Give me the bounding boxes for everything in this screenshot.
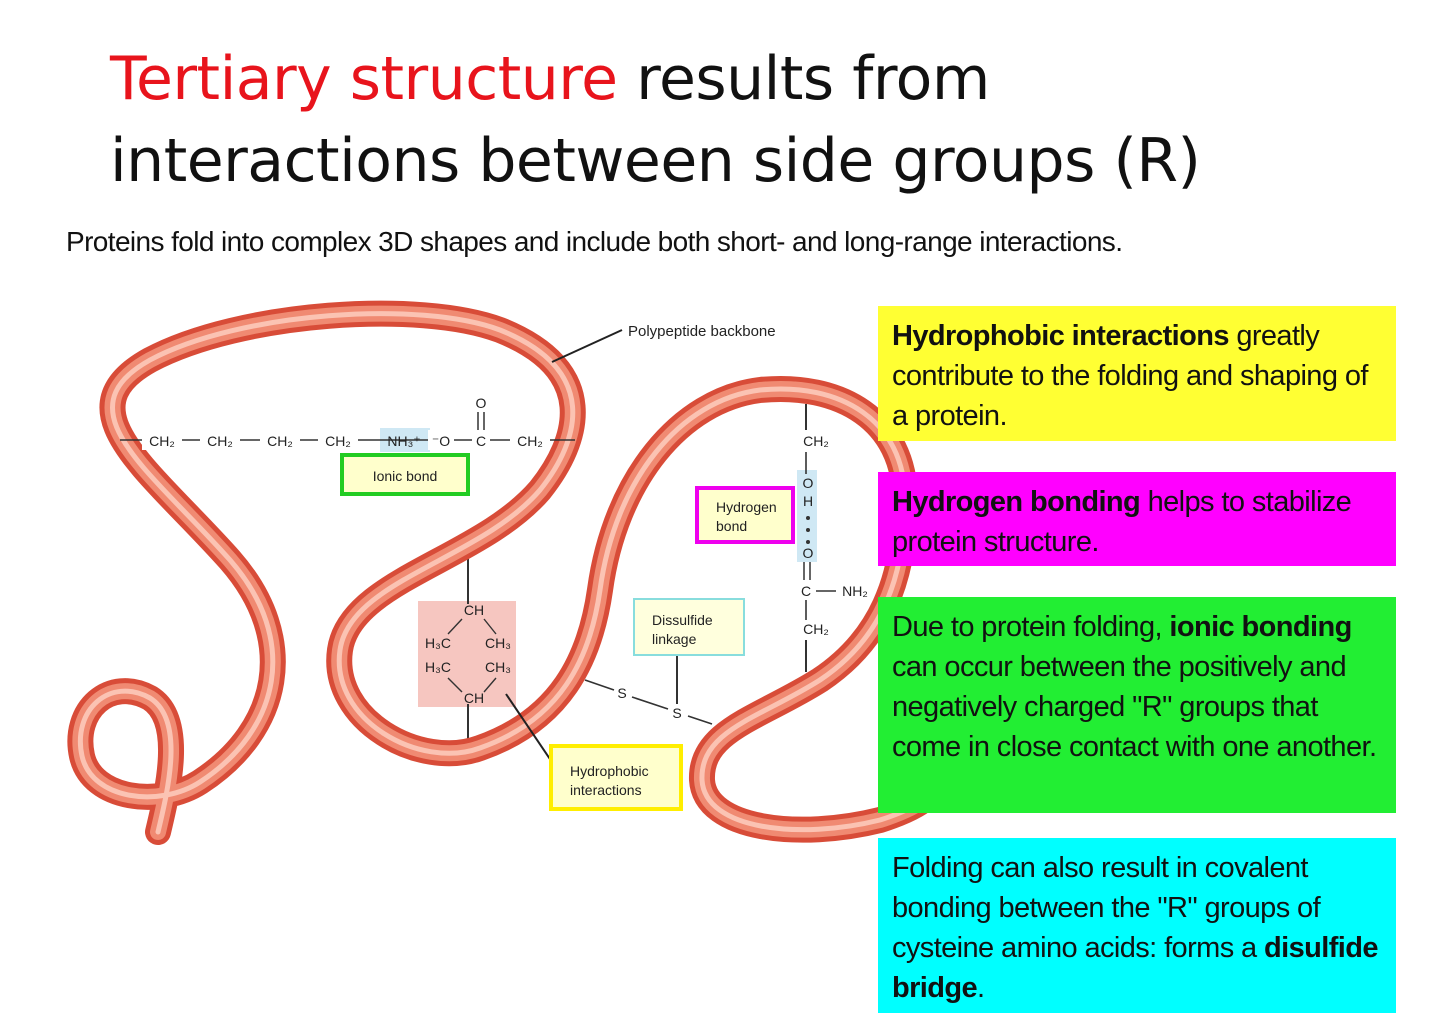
h-chain-ch2-top: CH₂ <box>803 433 829 449</box>
hydrophobic-label-1: Hydrophobic <box>570 763 649 779</box>
callout-hydrophobic-text: greatly contribute to the folding and shaping of a protein. <box>892 320 1368 432</box>
h-chain-o1: O <box>802 475 814 491</box>
h-chain-nh2: NH₂ <box>842 583 868 599</box>
hydrophobic-label-2: interactions <box>570 782 642 798</box>
ionic-bond-label: Ionic bond <box>372 468 438 484</box>
chain-ch2-2: CH₂ <box>207 433 233 449</box>
hp-ch3-2: CH₃ <box>485 659 511 675</box>
chain-c: C <box>475 433 487 449</box>
callout-disulfide <box>878 838 1396 1013</box>
slide-subtitle: Proteins fold into complex 3D shapes and include both short- and long-range interactions. <box>66 226 1123 257</box>
sulfur-1: S <box>617 685 627 701</box>
callout-hydrophobic <box>878 306 1396 441</box>
hp-ch3-1: CH₃ <box>485 635 511 651</box>
h-chain-o2: O <box>802 545 814 561</box>
disulfide-bond-3 <box>688 716 712 724</box>
hp-h3c-2: H₃C <box>425 659 451 675</box>
polypeptide-backbone <box>80 314 926 832</box>
carbonyl-o: O <box>475 395 487 411</box>
chain-nh3: NH₃⁺ <box>387 433 421 449</box>
callout-ionic-text: can occur between the positively and negatively charged "R" groups that come in close contact with one another. <box>892 651 1377 763</box>
chain-ch2-5: CH₂ <box>517 433 543 449</box>
callout-ionic-pre: Due to protein folding, <box>892 611 1170 643</box>
disulfide-bond-1 <box>585 680 614 690</box>
disulfide-bond-2 <box>632 697 668 709</box>
backbone-leader-line <box>552 330 622 362</box>
chain-ch2-1: CH₂ <box>149 433 175 449</box>
callout-ionic <box>878 597 1396 813</box>
callout-hydrophobic-bold: Hydrophobic interactions <box>892 320 1229 352</box>
h-chain-c: C <box>800 583 812 599</box>
callout-disulfide-pre: Folding can also result in covalent bonding between the "R" groups of cysteine amino acids: forms a <box>892 852 1321 964</box>
hp-h3c-1: H₃C <box>425 635 451 651</box>
backbone-label: Polypeptide backbone <box>628 323 776 340</box>
callout-hydrogen-bold: Hydrogen bonding <box>892 486 1141 518</box>
disulfide-label-1: Dissulfide <box>652 612 713 628</box>
h-chain-h: H <box>802 493 814 509</box>
callout-hydrogen <box>878 472 1396 566</box>
callout-disulfide-bold: disulfide bridge <box>892 932 1378 1004</box>
callout-hydrogen-text: helps to stabilize protein structure. <box>892 486 1352 558</box>
ionic-chain <box>142 430 550 450</box>
chain-o-minus: ⁻O <box>431 433 451 449</box>
chain-ch2-4: CH₂ <box>325 433 351 449</box>
title-rest: results from interactions between side groups (R) <box>110 44 1201 196</box>
hp-ch-top: CH <box>463 602 485 618</box>
title-highlight: Tertiary structure <box>110 44 618 114</box>
h-chain-ch2-bottom: CH₂ <box>803 621 829 637</box>
sulfur-2: S <box>672 705 682 721</box>
disulfide-label-2: linkage <box>652 631 697 647</box>
callout-ionic-bold: ionic bonding <box>1169 611 1352 643</box>
hp-ch-bottom: CH <box>463 690 485 706</box>
callout-disulfide-text: . <box>977 972 985 1004</box>
hydrogen-bond-label-2: bond <box>716 518 748 534</box>
hydrogen-bond-label-1: Hydrogen <box>716 499 777 515</box>
chain-ch2-3: CH₂ <box>267 433 293 449</box>
